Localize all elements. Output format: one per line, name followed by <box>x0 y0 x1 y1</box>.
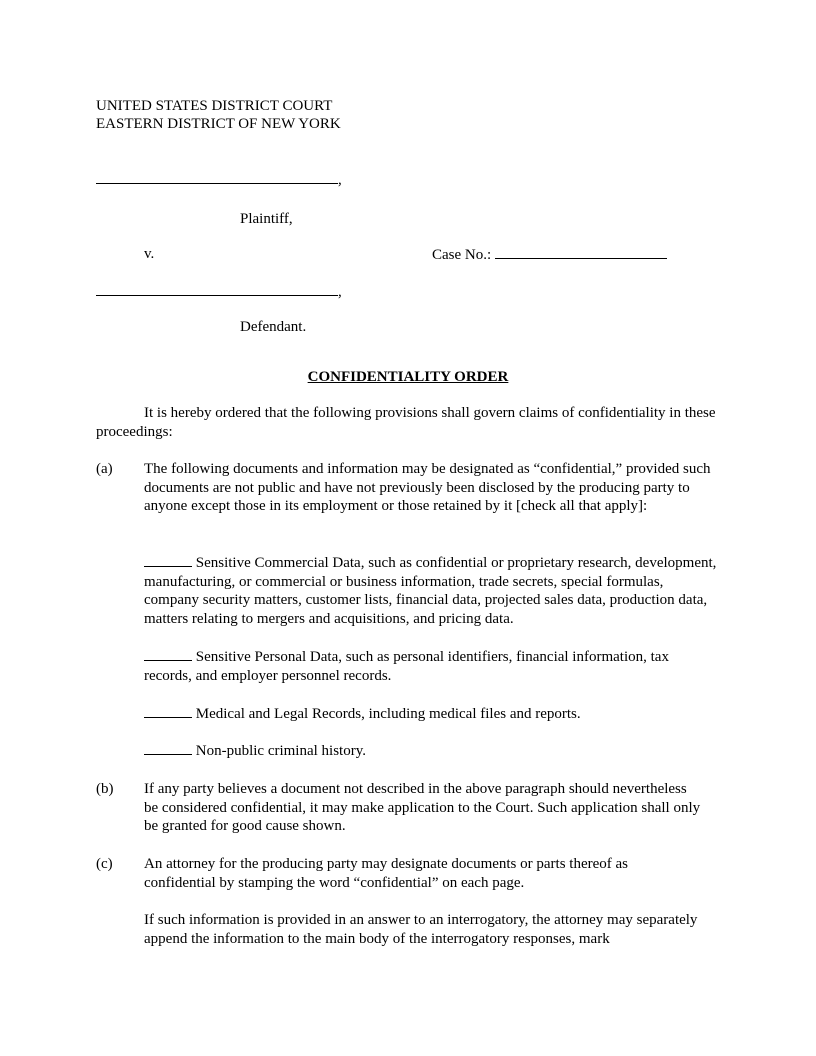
court-district: EASTERN DISTRICT OF NEW YORK <box>96 116 341 132</box>
option-criminal-history: Non-public criminal history. <box>144 741 720 761</box>
case-number-label: Case No.: <box>432 247 492 263</box>
plaintiff-label: Plaintiff, <box>240 211 293 227</box>
court-name: UNITED STATES DISTRICT COURT <box>96 98 333 114</box>
defendant-blank[interactable] <box>96 282 338 296</box>
checkbox-blank-medical[interactable] <box>144 704 192 718</box>
versus-label: v. <box>144 246 155 262</box>
section-b-text: If any party believes a document not described in the above paragraph should nevertheless be considered confidential, it may make application to the Court. Such application shall only be granted for good cause shown. <box>144 781 701 834</box>
section-c-label: (c) <box>96 856 113 872</box>
option-commercial-data: Sensitive Commercial Data, such as confidential or proprietary research, development, manufacturing, or commercial or business information, trade secrets, special formulas, company security matters, customer lists, financial data, projected sales data, production data, matters relating to mergers and acquisitions, and pricing data. <box>144 555 717 627</box>
plaintiff-name-line[interactable]: , <box>96 170 342 189</box>
section-a-text: The following documents and information may be designated as “confidential,” provided such documents are not public and have not previously been disclosed by the producing party to anyone except those in its employment or those retained by it [check all that apply]: <box>144 461 711 514</box>
option-personal-data: Sensitive Personal Data, such as personal identifiers, financial information, tax records, and employer personnel records. <box>144 649 669 684</box>
document-title: CONFIDENTIALITY ORDER <box>307 369 509 385</box>
plaintiff-blank[interactable] <box>96 170 338 184</box>
intro-paragraph: It is hereby ordered that the following provisions shall govern claims of confidentiality in these proceedings: <box>96 405 716 440</box>
checkbox-blank-personal[interactable] <box>144 647 192 661</box>
defendant-label: Defendant. <box>240 319 307 335</box>
section-b-label: (b) <box>96 781 114 797</box>
checkbox-blank-criminal[interactable] <box>144 741 192 755</box>
section-c-text-continued: If such information is provided in an answer to an interrogatory, the attorney may separately append the information to the main body of the interrogatory responses, mark <box>144 912 698 947</box>
defendant-name-line[interactable]: , <box>96 282 342 301</box>
case-number-line <box>432 245 667 264</box>
case-number-blank[interactable] <box>495 245 667 259</box>
option-medical-legal: Medical and Legal Records, including medical files and reports. <box>144 704 720 724</box>
checkbox-blank-commercial[interactable] <box>144 553 192 567</box>
section-a-label: (a) <box>96 461 113 477</box>
section-c-text: An attorney for the producing party may designate documents or parts thereof as confidential by stamping the word “confidential” on each page. <box>144 856 629 891</box>
